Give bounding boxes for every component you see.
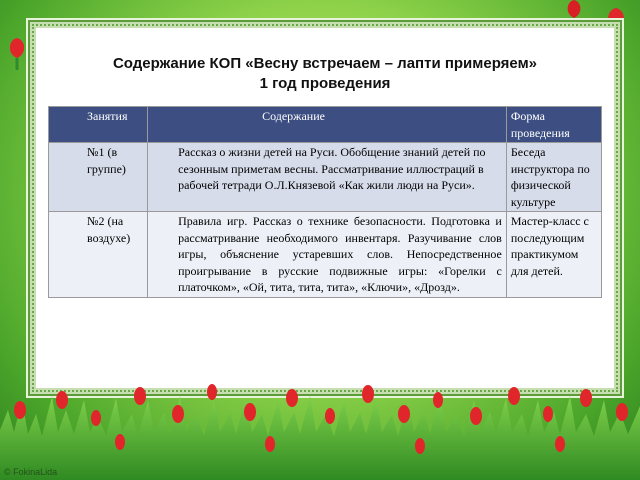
- page-title: [36, 54, 614, 94]
- table-row: [49, 143, 602, 212]
- header-lessons: Занятия: [49, 107, 148, 143]
- table-header-row: [49, 107, 602, 143]
- program-table: [48, 106, 602, 298]
- content-cell: Рассказ о жизни детей на Руси. Обобщение знаний детей по сезонным приметам весны. Рассматривание иллюстраций в рабочей тетради О.Л.Князевой «Как жили люди на Руси».: [148, 143, 507, 212]
- lesson-cell: №2 (на воздухе): [49, 212, 148, 298]
- watermark: © FokinaLida: [4, 467, 58, 477]
- lesson-cell: №1 (в группе): [49, 143, 148, 212]
- title-line-1: Содержание КОП «Весну встречаем – лапти примеряем»: [112, 55, 538, 72]
- tulip-decoration-icon: [560, 0, 588, 24]
- content-cell: Правила игр. Рассказ о технике безопасности. Подготовка и рассматривание необходимого инвентаря. Разучивание слов игры, объяснение устаревших слов. Непосредственное проигрывание в русские подвижные игры: «Горелки с платочком», «Ой, тита, тита, тита», «Ключи», «Дрозд».: [148, 212, 507, 298]
- grass-tulips-decoration: [0, 370, 640, 480]
- form-cell: Мастер-класс с последующим практикумом для детей.: [506, 212, 601, 298]
- form-cell: Беседа инструктора по физической культуре: [506, 143, 601, 212]
- content-frame: [30, 22, 620, 394]
- table-row: [49, 212, 602, 298]
- tulip-decoration-icon: [2, 30, 32, 70]
- header-content: Содержание: [148, 107, 507, 143]
- header-form: Форма проведения: [506, 107, 601, 143]
- title-line-2: 1 год проведения: [259, 75, 391, 92]
